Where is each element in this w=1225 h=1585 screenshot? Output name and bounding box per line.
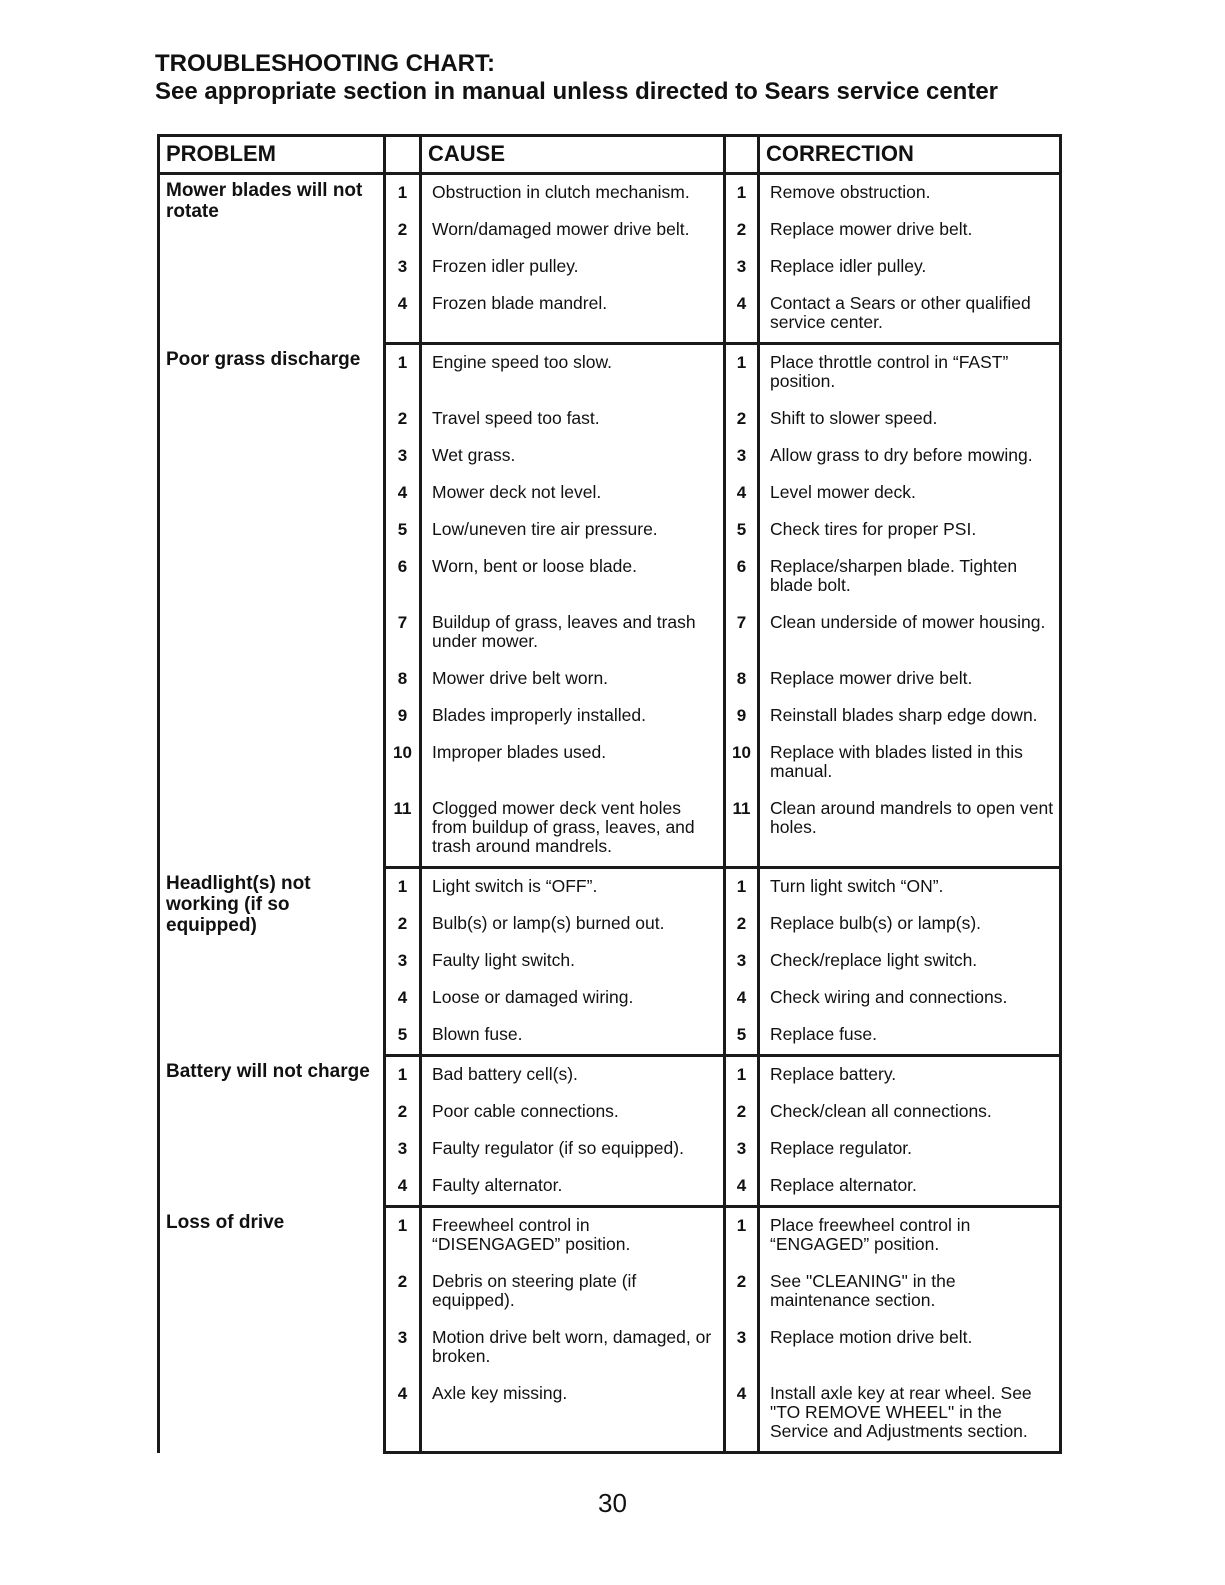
cause-number: 4 (385, 980, 421, 1017)
cause-number: 2 (385, 1264, 421, 1320)
column-header-cause-number (385, 136, 421, 174)
cause-cell: Freewheel control in “DISENGAGED” position. (421, 1207, 725, 1265)
correction-number: 1 (725, 344, 759, 402)
table-row (159, 1056, 1061, 1095)
correction-number: 4 (725, 475, 759, 512)
correction-number: 6 (725, 549, 759, 605)
cause-number: 1 (385, 1207, 421, 1265)
correction-cell: Shift to slower speed. (759, 401, 1061, 438)
page-number: 30 (598, 1488, 627, 1518)
correction-cell: Replace idler pulley. (759, 249, 1061, 286)
cause-number: 6 (385, 549, 421, 605)
correction-cell: Check/clean all connections. (759, 1094, 1061, 1131)
cause-cell: Blades improperly installed. (421, 698, 725, 735)
column-header-cause: CAUSE (421, 136, 725, 174)
chart-title: TROUBLESHOOTING CHART: (155, 50, 495, 77)
correction-number: 3 (725, 438, 759, 475)
cause-cell: Loose or damaged wiring. (421, 980, 725, 1017)
problem-group (159, 1207, 1061, 1453)
cause-number: 5 (385, 512, 421, 549)
cause-cell: Motion drive belt worn, damaged, or broken. (421, 1320, 725, 1376)
correction-cell: Contact a Sears or other qualified service center. (759, 286, 1061, 344)
problem-cell: Mower blades will not rotate (159, 174, 385, 344)
problem-group (159, 868, 1061, 1056)
cause-number: 1 (385, 868, 421, 907)
correction-cell: Check/replace light switch. (759, 943, 1061, 980)
cause-cell: Wet grass. (421, 438, 725, 475)
correction-cell: Remove obstruction. (759, 174, 1061, 213)
correction-cell: Check tires for proper PSI. (759, 512, 1061, 549)
cause-cell: Low/uneven tire air pressure. (421, 512, 725, 549)
correction-cell: Replace with blades listed in this manual. (759, 735, 1061, 791)
correction-number: 2 (725, 212, 759, 249)
column-header-problem: PROBLEM (159, 136, 385, 174)
correction-cell: Replace battery. (759, 1056, 1061, 1095)
problem-cell: Poor grass discharge (159, 344, 385, 868)
cause-number: 3 (385, 249, 421, 286)
cause-number: 11 (385, 791, 421, 868)
correction-cell: Replace fuse. (759, 1017, 1061, 1056)
correction-cell: Reinstall blades sharp edge down. (759, 698, 1061, 735)
correction-number: 5 (725, 512, 759, 549)
correction-number: 3 (725, 249, 759, 286)
cause-cell: Worn/damaged mower drive belt. (421, 212, 725, 249)
troubleshooting-table (157, 134, 1062, 1454)
table-row (159, 1207, 1061, 1265)
cause-cell: Frozen idler pulley. (421, 249, 725, 286)
table-row (159, 174, 1061, 213)
correction-number: 10 (725, 735, 759, 791)
correction-cell: See "CLEANING" in the maintenance section. (759, 1264, 1061, 1320)
cause-number: 2 (385, 212, 421, 249)
cause-cell: Mower deck not level. (421, 475, 725, 512)
cause-cell: Blown fuse. (421, 1017, 725, 1056)
correction-number: 11 (725, 791, 759, 868)
cause-cell: Obstruction in clutch mechanism. (421, 174, 725, 213)
correction-number: 2 (725, 1264, 759, 1320)
correction-cell: Replace motion drive belt. (759, 1320, 1061, 1376)
correction-number: 2 (725, 401, 759, 438)
correction-number: 2 (725, 1094, 759, 1131)
correction-cell: Check wiring and connections. (759, 980, 1061, 1017)
cause-number: 1 (385, 1056, 421, 1095)
cause-cell: Engine speed too slow. (421, 344, 725, 402)
table-row (159, 868, 1061, 907)
cause-cell: Clogged mower deck vent holes from buildup of grass, leaves, and trash around mandrels. (421, 791, 725, 868)
correction-number: 7 (725, 605, 759, 661)
table-row (159, 344, 1061, 402)
cause-number: 2 (385, 906, 421, 943)
correction-number: 1 (725, 1207, 759, 1265)
correction-cell: Replace/sharpen blade. Tighten blade bolt. (759, 549, 1061, 605)
correction-number: 4 (725, 286, 759, 344)
cause-cell: Buildup of grass, leaves and trash under mower. (421, 605, 725, 661)
correction-cell: Level mower deck. (759, 475, 1061, 512)
cause-cell: Worn, bent or loose blade. (421, 549, 725, 605)
cause-number: 3 (385, 1131, 421, 1168)
correction-cell: Place throttle control in “FAST” position. (759, 344, 1061, 402)
cause-number: 3 (385, 1320, 421, 1376)
problem-cell: Headlight(s) not working (if so equipped) (159, 868, 385, 1056)
correction-number: 5 (725, 1017, 759, 1056)
cause-cell: Faulty alternator. (421, 1168, 725, 1207)
cause-number: 2 (385, 401, 421, 438)
correction-cell: Replace alternator. (759, 1168, 1061, 1207)
correction-cell: Install axle key at rear wheel. See "TO REMOVE WHEEL" in the Service and Adjustments section. (759, 1376, 1061, 1453)
column-header-correction-number (725, 136, 759, 174)
problem-group (159, 344, 1061, 868)
correction-cell: Replace mower drive belt. (759, 212, 1061, 249)
correction-cell: Turn light switch “ON”. (759, 868, 1061, 907)
correction-number: 9 (725, 698, 759, 735)
correction-cell: Replace regulator. (759, 1131, 1061, 1168)
cause-number: 10 (385, 735, 421, 791)
cause-cell: Improper blades used. (421, 735, 725, 791)
correction-number: 4 (725, 980, 759, 1017)
cause-number: 3 (385, 943, 421, 980)
correction-number: 3 (725, 1131, 759, 1168)
cause-number: 4 (385, 286, 421, 344)
cause-cell: Debris on steering plate (if equipped). (421, 1264, 725, 1320)
correction-number: 3 (725, 1320, 759, 1376)
correction-cell: Replace bulb(s) or lamp(s). (759, 906, 1061, 943)
cause-number: 7 (385, 605, 421, 661)
cause-number: 9 (385, 698, 421, 735)
cause-number: 1 (385, 344, 421, 402)
cause-number: 3 (385, 438, 421, 475)
chart-subtitle: See appropriate section in manual unless directed to Sears service center (155, 78, 998, 105)
cause-cell: Faulty light switch. (421, 943, 725, 980)
problem-group (159, 1056, 1061, 1207)
correction-number: 3 (725, 943, 759, 980)
correction-number: 1 (725, 868, 759, 907)
problem-group (159, 174, 1061, 344)
cause-number: 8 (385, 661, 421, 698)
correction-number: 4 (725, 1168, 759, 1207)
problem-cell: Loss of drive (159, 1207, 385, 1453)
column-header-correction: CORRECTION (759, 136, 1061, 174)
correction-cell: Allow grass to dry before mowing. (759, 438, 1061, 475)
cause-number: 4 (385, 1376, 421, 1453)
cause-cell: Light switch is “OFF”. (421, 868, 725, 907)
cause-cell: Frozen blade mandrel. (421, 286, 725, 344)
cause-cell: Mower drive belt worn. (421, 661, 725, 698)
cause-cell: Travel speed too fast. (421, 401, 725, 438)
cause-number: 5 (385, 1017, 421, 1056)
cause-number: 4 (385, 475, 421, 512)
page-heading (155, 50, 1075, 106)
cause-cell: Bad battery cell(s). (421, 1056, 725, 1095)
cause-number: 4 (385, 1168, 421, 1207)
cause-number: 1 (385, 174, 421, 213)
correction-number: 8 (725, 661, 759, 698)
correction-cell: Clean underside of mower housing. (759, 605, 1061, 661)
correction-cell: Clean around mandrels to open vent holes. (759, 791, 1061, 868)
cause-cell: Poor cable connections. (421, 1094, 725, 1131)
correction-number: 1 (725, 174, 759, 213)
correction-number: 1 (725, 1056, 759, 1095)
correction-cell: Replace mower drive belt. (759, 661, 1061, 698)
correction-number: 2 (725, 906, 759, 943)
correction-cell: Place freewheel control in “ENGAGED” position. (759, 1207, 1061, 1265)
cause-cell: Axle key missing. (421, 1376, 725, 1453)
correction-number: 4 (725, 1376, 759, 1453)
cause-cell: Faulty regulator (if so equipped). (421, 1131, 725, 1168)
table-header-row (159, 136, 1061, 174)
cause-cell: Bulb(s) or lamp(s) burned out. (421, 906, 725, 943)
cause-number: 2 (385, 1094, 421, 1131)
problem-cell: Battery will not charge (159, 1056, 385, 1207)
